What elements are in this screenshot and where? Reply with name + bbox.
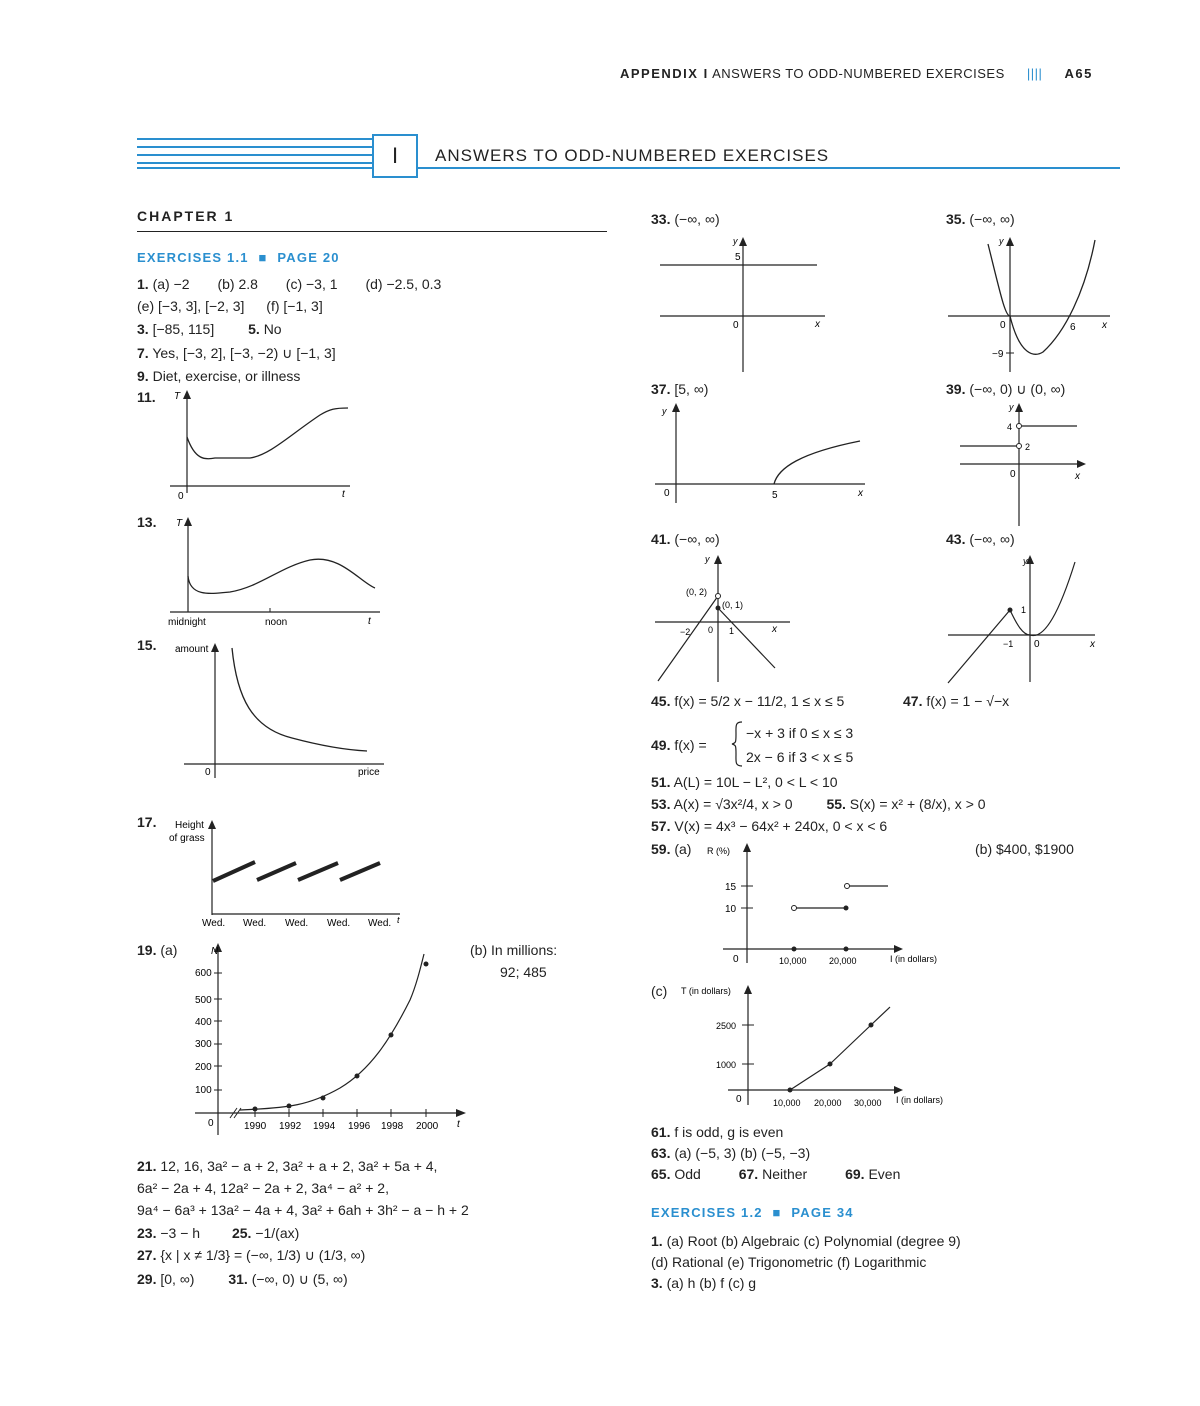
answer-text: (b) $400, $1900 — [975, 841, 1074, 857]
answer-text: [0, ∞) — [160, 1271, 195, 1287]
axis-arrow — [672, 403, 680, 412]
answer-61 — [651, 1123, 783, 1141]
answer-text: (d) −2.5, 0.3 — [365, 276, 442, 292]
answer-text: [−85, 115] — [152, 321, 215, 337]
x-tick-label: −1 — [1003, 639, 1014, 649]
answer-1 — [137, 275, 441, 293]
axis-arrow — [211, 643, 219, 652]
segment — [830, 1025, 871, 1064]
x-tick-label: 1 — [729, 626, 735, 636]
answer-text: (−∞, ∞) — [969, 531, 1015, 547]
answer-33 — [651, 210, 720, 228]
answer-number: 3. — [137, 321, 149, 337]
data-point — [253, 1107, 258, 1112]
answer-text: (a) Root (b) Algebraic (c) Polynomial (degree 9) — [666, 1233, 961, 1249]
segment — [790, 1064, 830, 1090]
answer-47 — [903, 692, 1009, 710]
section-label: EXERCISES 1.1 — [137, 250, 249, 265]
answer-21 — [137, 1157, 437, 1175]
y-tick-label: 300 — [195, 1039, 212, 1050]
graph-35 — [945, 232, 1115, 377]
answer-number: 39. — [946, 381, 966, 397]
x-label: price — [358, 767, 380, 778]
answer-number: 5. — [248, 321, 260, 337]
answer-text: 92; 485 — [500, 964, 547, 980]
answer-number: 43. — [946, 531, 966, 547]
curve — [187, 408, 348, 459]
answer-21-line3 — [137, 1201, 469, 1219]
y-tick-label: 10 — [725, 904, 737, 915]
section-heading-1-1 — [137, 250, 340, 265]
y-label: R (%) — [707, 846, 730, 856]
graph-11 — [160, 385, 360, 505]
chapter-heading: CHAPTER 1 — [137, 208, 235, 224]
section-bullet: ■ — [258, 250, 268, 265]
x-tick-label: Wed. — [285, 918, 309, 929]
answer-number: 15. — [137, 637, 157, 653]
answer-11 — [137, 388, 156, 406]
section-page: PAGE 20 — [277, 250, 340, 265]
answer-number: 47. — [903, 693, 923, 709]
curve — [188, 559, 375, 593]
page-number: A65 — [1064, 66, 1093, 81]
x-label: x — [858, 488, 863, 499]
axis-arrow — [1006, 237, 1014, 246]
axis-arrow — [1015, 403, 1023, 412]
x-tick-label: 20,000 — [814, 1098, 842, 1108]
answer-13 — [137, 513, 156, 531]
answer-text: V(x) = 4x³ − 64x² + 240x, 0 < x < 6 — [674, 818, 888, 834]
open-point — [1017, 444, 1022, 449]
origin-label: 0 — [208, 1118, 214, 1129]
answer-21-line2 — [137, 1179, 389, 1197]
x-tick-label: −2 — [680, 627, 691, 637]
y-tick-label: 1 — [1021, 605, 1027, 615]
origin-label: 0 — [1034, 639, 1040, 650]
header-separator: |||| — [1026, 66, 1043, 81]
graph-59a — [705, 838, 965, 968]
fitted-curve — [240, 954, 424, 1110]
title-rule — [137, 146, 372, 148]
x-tick-label: 20,000 — [829, 956, 857, 966]
answer-1-cont — [137, 297, 323, 315]
answer-number: 23. — [137, 1225, 157, 1241]
appendix-title: ANSWERS TO ODD-NUMBERED EXERCISES — [435, 146, 830, 165]
graph-33 — [655, 232, 835, 377]
point-label: (0, 2) — [686, 587, 708, 597]
x-tick-label: noon — [265, 617, 288, 628]
answer-text: (−∞, ∞) — [969, 211, 1015, 227]
answer-49-case1 — [746, 724, 853, 742]
answer-text: (c) −3, 1 — [285, 276, 338, 292]
open-point — [845, 884, 850, 889]
axis-arrow — [739, 237, 747, 246]
axis-arrow — [714, 555, 722, 564]
answer-text: Neither — [762, 1166, 808, 1182]
open-point — [1017, 424, 1022, 429]
y-tick-label: 100 — [195, 1085, 212, 1096]
y-label: amount — [175, 644, 209, 655]
axis-arrow — [456, 1109, 466, 1117]
data-point — [389, 1033, 394, 1038]
y-tick-label: 200 — [195, 1062, 212, 1073]
answer-text: Even — [868, 1166, 901, 1182]
answer-number: 11. — [137, 389, 156, 405]
answer-45 — [651, 692, 844, 710]
y-label: y — [705, 554, 710, 564]
answer-text: (−∞, ∞) — [674, 211, 720, 227]
answer-number: 3. — [651, 1275, 663, 1291]
answer-63 — [651, 1144, 810, 1162]
y-label: y — [999, 236, 1004, 246]
answer-number: 13. — [137, 514, 157, 530]
section-page: PAGE 34 — [791, 1205, 854, 1220]
axis-arrow — [743, 843, 751, 852]
title-rule — [137, 154, 372, 156]
answer-number: 37. — [651, 381, 671, 397]
axis-arrow — [894, 1086, 903, 1094]
answer-51 — [651, 773, 838, 791]
header-title: ANSWERS TO ODD-NUMBERED EXERCISES — [712, 66, 1005, 81]
parabola — [988, 240, 1095, 354]
segment — [871, 1007, 890, 1025]
answer-65-69 — [651, 1165, 900, 1183]
answer-19b-values — [500, 963, 547, 981]
answer-number: 17. — [137, 814, 157, 830]
y-label: y — [662, 406, 667, 416]
answer-49 — [651, 736, 707, 754]
answer-number: 21. — [137, 1158, 157, 1174]
graph-15 — [172, 638, 392, 783]
y-tick-label: 400 — [195, 1017, 212, 1028]
y-label: Height — [175, 820, 204, 831]
closed-point — [844, 906, 849, 911]
answer-number: 27. — [137, 1247, 157, 1263]
answer-text: (a) (−5, 3) (b) (−5, −3) — [674, 1145, 811, 1161]
x-tick-label: Wed. — [368, 918, 392, 929]
title-rule — [137, 167, 1120, 169]
segment — [340, 863, 380, 880]
answer-number: 1. — [137, 276, 149, 292]
line — [718, 608, 775, 668]
data-point — [869, 1023, 874, 1028]
y-tick-label: −9 — [992, 349, 1004, 360]
x-tick-label: 6 — [1070, 322, 1076, 333]
answer-number: 29. — [137, 1271, 157, 1287]
answer-text: −3 − h — [160, 1225, 201, 1241]
answer-27 — [137, 1246, 365, 1264]
x-label: t — [457, 1119, 460, 1130]
axis-arrow — [208, 820, 216, 829]
answer-1-2-1 — [651, 1232, 961, 1250]
answer-number: 9. — [137, 368, 149, 384]
answer-text: A(x) = √3x²/4, x > 0 — [673, 796, 793, 812]
answer-text: 12, 16, 3a² − a + 2, 3a² + a + 2, 3a² + 5a + 4, — [160, 1158, 438, 1174]
answer-number: 45. — [651, 693, 671, 709]
open-point — [716, 594, 721, 599]
x-label: I (in dollars) — [896, 1095, 944, 1105]
graph-59c — [678, 980, 968, 1110]
curve — [774, 441, 860, 484]
y-label: T — [176, 518, 183, 529]
answer-text: Diet, exercise, or illness — [152, 368, 301, 384]
answer-number: 41. — [651, 531, 671, 547]
x-tick-label: 1994 — [313, 1121, 336, 1132]
data-point — [828, 1062, 833, 1067]
origin-label: 0 — [1010, 469, 1016, 480]
graph-19 — [190, 940, 475, 1135]
answer-number: 63. — [651, 1145, 671, 1161]
answer-number: 19. — [137, 942, 157, 958]
y-label: y — [1023, 556, 1028, 566]
origin-label: 0 — [1000, 320, 1006, 331]
answer-text: f(x) = 1 − √−x — [926, 693, 1010, 709]
axis-arrow — [894, 945, 903, 953]
answer-text: 2x − 6 if 3 < x ≤ 5 — [746, 749, 854, 765]
answer-41 — [651, 530, 720, 548]
answer-37 — [651, 380, 708, 398]
closed-point — [1008, 608, 1013, 613]
data-point — [355, 1074, 360, 1079]
line — [948, 610, 1010, 683]
y-label: y — [733, 236, 738, 246]
point-label: (0, 1) — [722, 600, 744, 610]
answer-text: (d) Rational (e) Trigonometric (f) Logarithmic — [651, 1254, 927, 1270]
answer-number: 61. — [651, 1124, 671, 1140]
x-tick-label: midnight — [168, 617, 206, 628]
segment — [298, 863, 338, 880]
x-tick-label: Wed. — [243, 918, 267, 929]
graph-17 — [165, 815, 410, 930]
answer-9 — [137, 367, 300, 385]
graph-13 — [160, 512, 390, 632]
x-tick-label: 10,000 — [779, 956, 807, 966]
y-tick-label: 4 — [1007, 422, 1013, 432]
origin-label: 0 — [733, 954, 739, 965]
x-marker — [844, 947, 849, 952]
graph-41 — [650, 550, 800, 685]
answer-43 — [946, 530, 1015, 548]
chapter-rule — [137, 231, 607, 232]
answer-number: 67. — [738, 1166, 759, 1182]
data-point — [788, 1088, 793, 1093]
y-tick-label: 2500 — [716, 1021, 737, 1031]
section-bullet: ■ — [772, 1205, 782, 1220]
axis-arrow — [1077, 460, 1086, 468]
answer-text: S(x) = x² + (8/x), x > 0 — [849, 796, 986, 812]
curve — [1010, 562, 1075, 636]
curve — [232, 648, 367, 751]
y-tick-label: 500 — [195, 995, 212, 1006]
answer-text: f is odd, g is even — [674, 1124, 784, 1140]
answer-number: 1. — [651, 1233, 663, 1249]
y-label: y — [1009, 402, 1014, 412]
origin-label: 0 — [205, 767, 211, 778]
answer-text: (a) — [674, 841, 692, 857]
answer-text: (e) [−3, 3], [−2, 3] — [137, 298, 245, 314]
answer-text: 9a⁴ − 6a³ + 13a² − 4a + 4, 3a² + 6ah + 3h² − a − h + 2 — [137, 1202, 469, 1218]
origin-label: 0 — [736, 1094, 742, 1105]
answer-number: 57. — [651, 818, 671, 834]
x-label: t — [397, 915, 400, 925]
x-tick-label: 30,000 — [854, 1098, 882, 1108]
answer-text: −1/(ax) — [255, 1225, 300, 1241]
answer-number: 25. — [231, 1225, 252, 1241]
answer-number: 33. — [651, 211, 671, 227]
open-point — [792, 906, 797, 911]
graph-43 — [945, 550, 1100, 685]
answer-59b — [975, 840, 1074, 858]
answer-59c — [651, 982, 667, 1000]
x-tick-label: 1992 — [279, 1121, 302, 1132]
x-tick-label: 1998 — [381, 1121, 404, 1132]
answer-35 — [946, 210, 1015, 228]
brace-path — [732, 722, 742, 766]
answer-number: 51. — [651, 774, 671, 790]
x-label: t — [368, 616, 371, 627]
data-point — [321, 1096, 326, 1101]
axis-arrow — [183, 390, 191, 399]
answer-number: 69. — [845, 1166, 865, 1182]
answer-number: 59. — [651, 841, 671, 857]
answer-text: (b) 2.8 — [217, 276, 258, 292]
x-tick-label: 2000 — [416, 1121, 439, 1132]
answer-text: No — [263, 321, 282, 337]
answer-59 — [651, 840, 691, 858]
answer-29-31 — [137, 1270, 348, 1288]
y-tick-label: 1000 — [716, 1060, 737, 1070]
answer-text: (−∞, 0) ∪ (5, ∞) — [251, 1271, 348, 1287]
x-label: I (in dollars) — [890, 954, 938, 964]
answer-1-2-3 — [651, 1274, 756, 1292]
title-rule — [137, 138, 372, 140]
x-label: x — [772, 624, 777, 635]
x-tick-label: 1990 — [244, 1121, 267, 1132]
answer-19b — [470, 941, 557, 959]
answer-text: (a) −2 — [152, 276, 190, 292]
x-tick-label: Wed. — [202, 918, 226, 929]
origin-label: 0 — [178, 491, 184, 502]
line — [658, 596, 718, 681]
segment — [213, 862, 255, 881]
answer-text: (c) — [651, 983, 668, 999]
answer-text: f(x) = — [674, 737, 707, 753]
y-label: N — [211, 946, 219, 957]
answer-39 — [946, 380, 1065, 398]
answer-text: 6a² − 2a + 4, 12a² − 2a + 2, 3a⁴ − a² + 2, — [137, 1180, 389, 1196]
axis-arrow — [184, 517, 192, 526]
running-header — [620, 66, 1093, 81]
x-tick-label: 1996 — [348, 1121, 371, 1132]
x-label: t — [342, 489, 345, 500]
y-label: of grass — [169, 833, 205, 844]
answer-1-2-1-cont — [651, 1253, 926, 1271]
answer-text: [5, ∞) — [674, 381, 709, 397]
answer-57 — [651, 817, 887, 835]
answer-text: −x + 3 if 0 ≤ x ≤ 3 — [746, 725, 854, 741]
x-tick-label: 5 — [772, 490, 778, 501]
header-appendix: APPENDIX I — [620, 66, 709, 81]
x-label: x — [815, 319, 820, 330]
answer-number: 7. — [137, 345, 149, 361]
answer-number: 65. — [651, 1166, 671, 1182]
answer-text: (a) h (b) f (c) g — [666, 1275, 757, 1291]
appendix-letter-box: I — [372, 134, 418, 178]
origin-label: 0 — [733, 320, 739, 331]
y-tick-label: 15 — [725, 882, 737, 893]
y-label: T — [174, 391, 181, 402]
closed-point — [716, 606, 721, 611]
answer-text: (−∞, 0) ∪ (0, ∞) — [969, 381, 1066, 397]
answer-text: (b) In millions: — [470, 942, 558, 958]
axis-arrow — [744, 985, 752, 994]
x-tick-label: Wed. — [327, 918, 351, 929]
title-rule — [137, 162, 372, 164]
answer-number: 55. — [826, 796, 846, 812]
answer-text: (f) [−1, 3] — [266, 298, 323, 314]
answer-15 — [137, 636, 156, 654]
x-marker — [792, 947, 797, 952]
answer-text: Yes, [−3, 2], [−3, −2) ∪ [−1, 3] — [152, 345, 336, 361]
origin-label: 0 — [708, 625, 714, 635]
data-point — [424, 962, 429, 967]
graph-39 — [955, 398, 1095, 528]
answer-text: A(L) = 10L − L², 0 < L < 10 — [673, 774, 838, 790]
section-heading-1-2 — [651, 1205, 854, 1220]
section-label: EXERCISES 1.2 — [651, 1205, 763, 1220]
y-tick-label: 5 — [735, 252, 741, 263]
answer-19 — [137, 941, 177, 959]
graph-37 — [650, 398, 875, 508]
x-label: x — [1075, 471, 1080, 482]
left-brace — [730, 720, 744, 768]
data-point — [287, 1104, 292, 1109]
answer-49-case2 — [746, 748, 853, 766]
y-label: T (in dollars) — [681, 986, 731, 996]
answer-7 — [137, 344, 336, 362]
x-tick-label: 10,000 — [773, 1098, 801, 1108]
answer-number: 35. — [946, 211, 966, 227]
answer-text: (a) — [160, 942, 178, 958]
x-label: x — [1090, 639, 1095, 650]
segment — [257, 863, 296, 880]
answer-number: 49. — [651, 737, 671, 753]
answer-17 — [137, 813, 156, 831]
answer-number: 53. — [651, 796, 671, 812]
answer-53-55 — [651, 795, 986, 813]
y-tick-label: 2 — [1025, 442, 1031, 452]
answer-23-25 — [137, 1224, 299, 1242]
answer-text: {x | x ≠ 1/3} = (−∞, 1/3) ∪ (1/3, ∞) — [160, 1247, 366, 1263]
x-label: x — [1102, 320, 1107, 331]
answer-text: f(x) = 5/2 x − 11/2, 1 ≤ x ≤ 5 — [674, 693, 845, 709]
origin-label: 0 — [664, 488, 670, 499]
answer-text: Odd — [674, 1166, 701, 1182]
y-tick-label: 600 — [195, 968, 212, 979]
answer-text: (−∞, ∞) — [674, 531, 720, 547]
answer-number: 31. — [228, 1271, 248, 1287]
answer-3-5 — [137, 320, 282, 338]
